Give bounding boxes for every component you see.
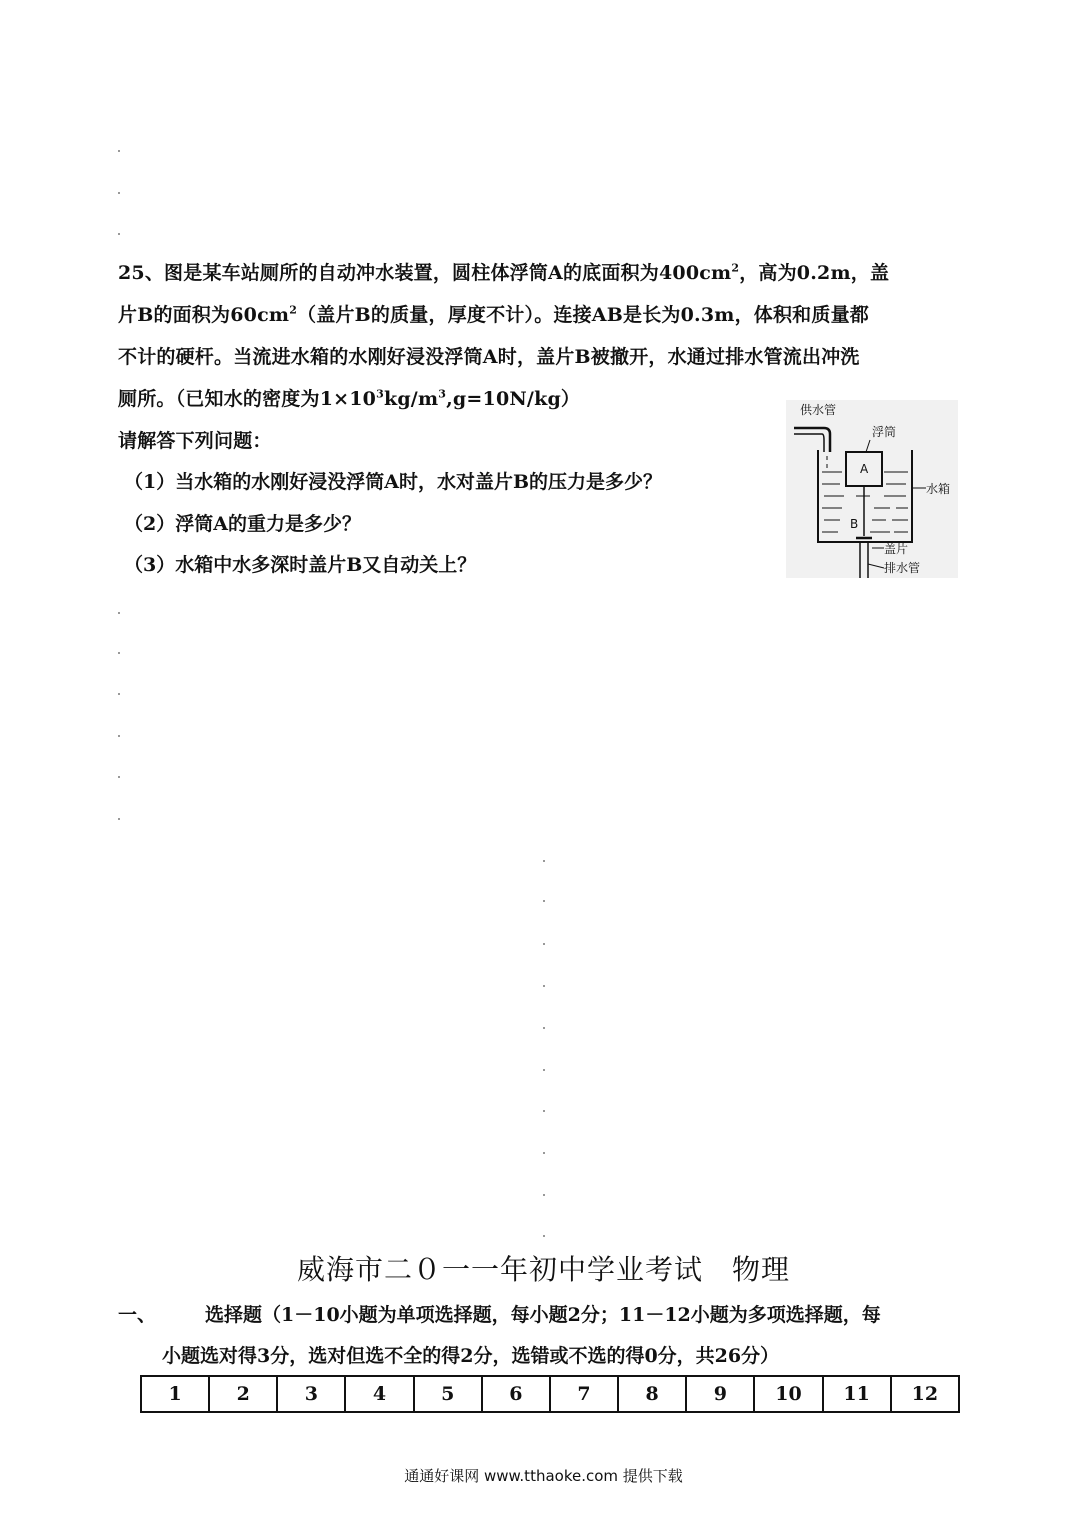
section-instructions-line-1: 选择题（1－10小题为单项选择题，每小题2分；11－12小题为多项选择题，每: [205, 1304, 881, 1326]
answer-cell: 3: [277, 1376, 345, 1412]
exam-title: 威海市二０一一年初中学业考试 物理: [296, 1253, 790, 1286]
sub-question-2: （2）浮筒A的重力是多少？: [124, 513, 361, 535]
question-line-1: 25、图是某车站厕所的自动冲水装置，圆柱体浮筒A的底面积为$400cm^2$，高为0.2m，盖: [118, 261, 890, 284]
margin-mark: [118, 612, 120, 614]
margin-mark: [543, 1069, 545, 1071]
margin-mark: [543, 943, 545, 945]
flush-tank-diagram: [786, 400, 958, 578]
float-letter: A: [860, 462, 869, 476]
answer-cell: 6: [482, 1376, 550, 1412]
margin-mark: [543, 1110, 545, 1112]
margin-mark: [118, 233, 120, 235]
margin-mark: [118, 818, 120, 820]
question-line-3: 不计的硬杆。当流进水箱的水刚好浸没浮筒A时，盖片B被撤开，水通过排水管流出冲洗: [118, 346, 860, 368]
answer-number-table: [140, 1375, 960, 1413]
answer-cell: 12: [891, 1376, 959, 1412]
lid-label: 盖片: [884, 542, 909, 556]
answer-cell: 4: [345, 1376, 413, 1412]
question-line-4: 厕所。（已知水的密度为$1\times 10^3kg/m^3,g=10N/kg$）: [118, 387, 581, 410]
answer-cell: 10: [754, 1376, 822, 1412]
supply-pipe-label: 供水管: [800, 403, 837, 417]
answer-cell: 2: [209, 1376, 277, 1412]
sub-question-3: （3）水箱中水多深时盖片B又自动关上？: [124, 554, 477, 576]
margin-mark: [118, 150, 120, 152]
margin-mark: [543, 900, 545, 902]
sub-question-1: （1）当水箱的水刚好浸没浮筒A时，水对盖片B的压力是多少？: [124, 471, 663, 493]
margin-mark: [543, 1235, 545, 1237]
margin-mark: [118, 776, 120, 778]
answer-cell: 7: [550, 1376, 618, 1412]
section-number: 一、: [118, 1304, 157, 1326]
margin-mark: [118, 192, 120, 194]
margin-mark: [118, 693, 120, 695]
question-prompt: 请解答下列问题：: [118, 430, 272, 452]
margin-mark: [543, 985, 545, 987]
footer-credit: 通通好课网 www.tthaoke.com 提供下载: [404, 1467, 683, 1485]
section-instructions-line-2: 小题选对得3分，选对但选不全的得2分，选错或不选的得0分，共26分）: [162, 1345, 780, 1367]
margin-mark: [543, 1027, 545, 1029]
tank-label: 水箱: [926, 482, 951, 496]
answer-cell: 11: [823, 1376, 891, 1412]
margin-mark: [543, 860, 545, 862]
table-row: [141, 1376, 959, 1412]
lid-letter: B: [850, 517, 859, 531]
margin-mark: [543, 1194, 545, 1196]
margin-mark: [118, 652, 120, 654]
answer-cell: 5: [414, 1376, 482, 1412]
answer-cell: 9: [686, 1376, 754, 1412]
margin-mark: [543, 1152, 545, 1154]
answer-cell: 1: [141, 1376, 209, 1412]
drain-label: 排水管: [884, 561, 921, 575]
margin-mark: [118, 735, 120, 737]
float-label: 浮筒: [872, 425, 897, 439]
answer-cell: 8: [618, 1376, 686, 1412]
question-line-2: 片B的面积为$60cm^2$（盖片B的质量，厚度不计）。连接AB是长为0.3m，体积和质量都: [118, 303, 869, 326]
